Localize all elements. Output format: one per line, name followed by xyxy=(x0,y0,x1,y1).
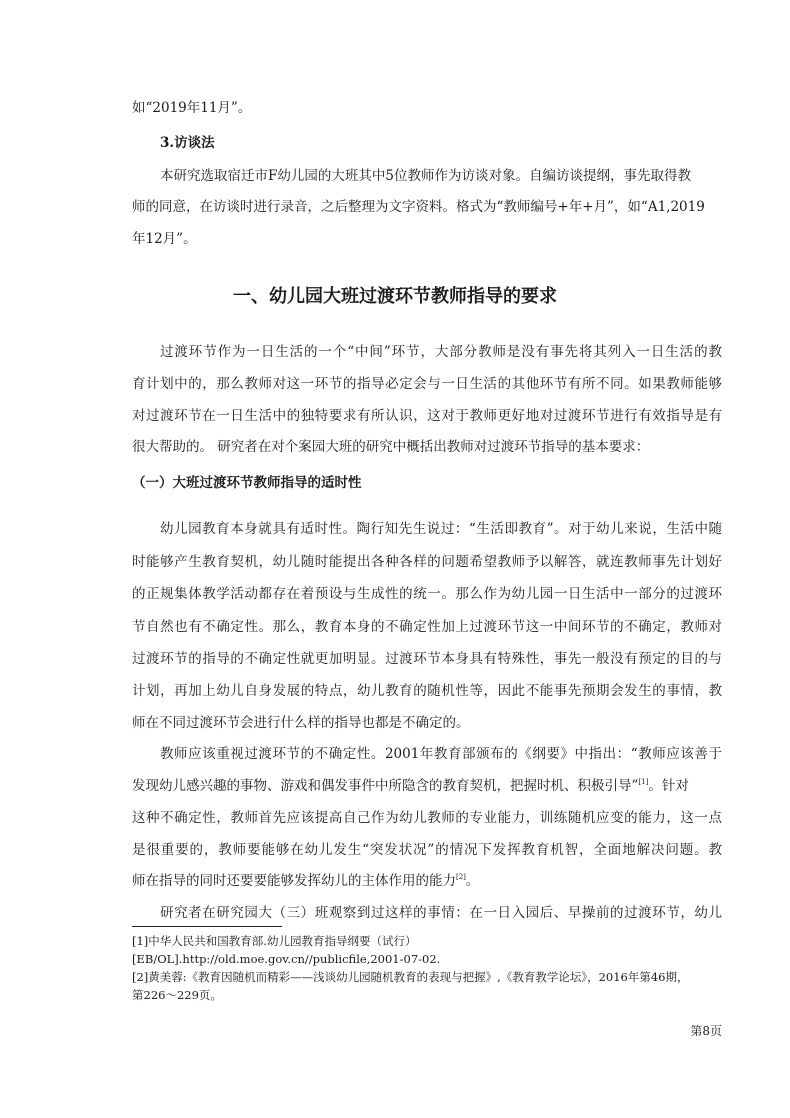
text-line: 时能够产生教育契机，幼儿随时能提出各种各样的问题希望教师予以解答，就连教师事先计划好 xyxy=(132,554,722,570)
text-line: 年12月”。 xyxy=(132,231,197,247)
text-line: 对过渡环节在一日生活中的独特要求有所认识，这对于教师更好地对过渡环节进行有效指导是有 xyxy=(132,408,722,424)
footnote: 第226～229页。 xyxy=(132,988,222,1002)
text-line: 很大帮助的。 研究者在对个案园大班的研究中概括出教师对过渡环节指导的基本要求： xyxy=(132,439,650,455)
footnote: [2]黄美蓉:《教育因随机而精彩——浅谈幼儿园随机教育的表现与把握》,《教育教学论坛》，2016年第46期， xyxy=(132,970,689,984)
text-line: 的正规集体教学活动都存在着预设与生成性的统一。那么作为幼儿园一日生活中一部分的过渡环 xyxy=(132,586,722,602)
footnote-ref: [2] xyxy=(456,873,466,881)
footnote: [EB/OL].http://old.moe.gov.cn//publicfile,2001-07-02. xyxy=(132,952,441,966)
text-line: 教师应该重视过渡环节的不确定性。2001年教育部颁布的《纲要》中指出：“教师应该善于 xyxy=(160,746,722,762)
text-line xyxy=(132,776,722,796)
text-line: 过渡环节的指导的不确定性就更加明显。过渡环节本身具有特殊性，事先一般没有预定的目的与 xyxy=(132,651,722,667)
text-line: 如“2019年11月”。 xyxy=(132,100,252,116)
text-span: 。 xyxy=(465,873,480,889)
footnote: [1]中华人民共和国教育部.幼儿园教育指导纲要（试行） xyxy=(132,934,417,948)
text-span: 发现幼儿感兴趣的事物、游戏和偶发事件中所隐含的教育契机，把握时机、积极引导” xyxy=(132,778,639,794)
text-line: 这种不确定性，教师首先应该提高自己作为幼儿教师的专业能力，训练随机应变的能力，这一点 xyxy=(132,810,722,826)
text-line: 师的同意，在访谈时进行录音，之后整理为文字资料。格式为“教师编号+年+月”，如“A1,2019 xyxy=(132,199,705,215)
text-line: 本研究选取宿迁市F幼儿园的大班其中5位教师作为访谈对象。自编访谈提纲，事先取得教 xyxy=(160,168,691,184)
section-title: 一、幼儿园大班过渡环节教师指导的要求 xyxy=(233,286,557,307)
method-heading: 3.访谈法 xyxy=(160,135,215,151)
text-line: 计划，再加上幼儿自身发展的特点，幼儿教育的随机性等，因此不能事先预期会发生的事情，教 xyxy=(132,683,722,699)
subsection-title: （一）大班过渡环节教师指导的适时性 xyxy=(132,475,362,491)
page-number: 第8页 xyxy=(690,1024,722,1038)
text-line: 幼儿园教育本身就具有适时性。陶行知先生说过：“生活即教育”。对于幼儿来说，生活中随 xyxy=(160,521,722,537)
text-line: 过渡环节作为一日生活的一个“中间”环节，大部分教师是没有事先将其列入一日生活的教 xyxy=(160,344,722,360)
text-span: 师在指导的同时还要要能够发挥幼儿的主体作用的能力 xyxy=(132,873,456,889)
text-line xyxy=(132,871,722,891)
text-line: 育计划中的，那么教师对这一环节的指导必定会与一日生活的其他环节有所不同。如果教师能够 xyxy=(132,376,722,392)
text-line: 师在不同过渡环节会进行什么样的指导也都是不确定的。 xyxy=(132,715,470,731)
footnote-ref: [1] xyxy=(638,778,649,786)
text-span: 。针对 xyxy=(648,778,689,794)
footnote-divider xyxy=(132,926,282,927)
text-line: 是很重要的，教师要能够在幼儿发生“突发状况”的情况下发挥教育机智，全面地解决问题。教 xyxy=(132,842,722,858)
text-line: 节自然也有不确定性。那么，教育本身的不确定性加上过渡环节这一中间环节的不确定，教师对 xyxy=(132,619,722,635)
text-line: 研究者在研究园大（三）班观察到过这样的事情：在一日入园后、早操前的过渡环节，幼儿 xyxy=(160,905,722,921)
